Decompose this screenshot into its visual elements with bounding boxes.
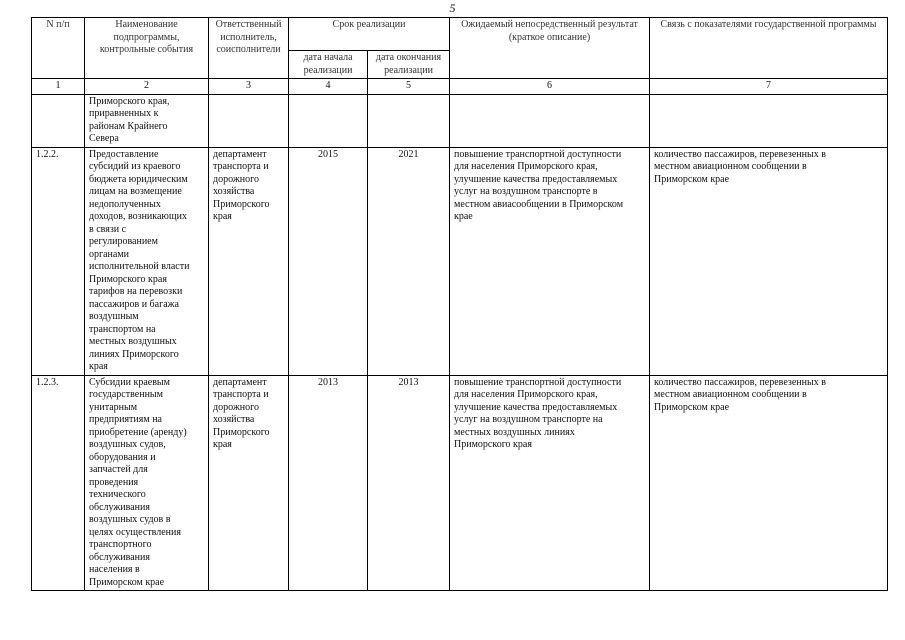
header-end: дата окончания реализации [368, 51, 450, 79]
row-start: 2015 [289, 147, 368, 375]
page-number: 5 [449, 1, 456, 15]
row-start [289, 94, 368, 147]
program-table [31, 17, 888, 591]
row-name: Приморского края, приравненных к районам Крайнего Севера [85, 94, 209, 147]
column-number-row [32, 79, 888, 95]
column-number: 1 [32, 79, 85, 95]
row-end: 2013 [368, 375, 450, 591]
column-number: 6 [450, 79, 650, 95]
header-executor: Ответственный исполнитель, соисполнители [209, 18, 289, 79]
row-name: Субсидии краевым государственным унитарным предприятиям на приобретение (аренду) воздушных судов, оборудования и запчастей для проведения технического обслуживания воздушных судов в целях осуществления транспортного обслуживания населения в Приморском крае [85, 375, 209, 591]
table-row [32, 147, 888, 375]
header-num: N п/п [32, 18, 85, 79]
column-number: 7 [650, 79, 888, 95]
row-result [450, 94, 650, 147]
row-result: повышение транспортной доступности для населения Приморского края, улучшение качества предоставляемых услуг на воздушном транспорте на местных воздушных линиях Приморского края [450, 375, 650, 591]
row-result: повышение транспортной доступности для населения Приморского края, улучшение качества предоставляемых услуг на воздушном транспорте в местном авиасообщении в Приморском крае [450, 147, 650, 375]
header-result: Ожидаемый непосредственный результат (краткое описание) [450, 18, 650, 79]
column-number: 5 [368, 79, 450, 95]
header-row [32, 18, 888, 51]
row-start: 2013 [289, 375, 368, 591]
table-row [32, 375, 888, 591]
row-link: количество пассажиров, перевезенных в местном авиационном сообщении в Приморском крае [650, 375, 888, 591]
row-link: количество пассажиров, перевезенных в местном авиационном сообщении в Приморском крае [650, 147, 888, 375]
header-start: дата начала реализации [289, 51, 368, 79]
header-period: Срок реализации [289, 18, 450, 51]
row-num: 1.2.3. [32, 375, 85, 591]
row-name: Предоставление субсидий из краевого бюджета юридическим лицам на возмещение недополученных доходов, возникающих в связи с регулированием органами исполнительной власти Приморского края тарифов на перевозки пассажиров и багажа воздушным транспортом на местных воздушных линиях Приморского края [85, 147, 209, 375]
row-num: 1.2.2. [32, 147, 85, 375]
row-end: 2021 [368, 147, 450, 375]
row-executor: департамент транспорта и дорожного хозяйства Приморского края [209, 147, 289, 375]
header-link: Связь с показателями государственной программы [650, 18, 888, 79]
row-end [368, 94, 450, 147]
row-link [650, 94, 888, 147]
header-name: Наименование подпрограммы, контрольные события [85, 18, 209, 79]
column-number: 2 [85, 79, 209, 95]
table-row [32, 94, 888, 147]
row-num [32, 94, 85, 147]
row-executor: департамент транспорта и дорожного хозяйства Приморского края [209, 375, 289, 591]
row-executor [209, 94, 289, 147]
column-number: 3 [209, 79, 289, 95]
column-number: 4 [289, 79, 368, 95]
